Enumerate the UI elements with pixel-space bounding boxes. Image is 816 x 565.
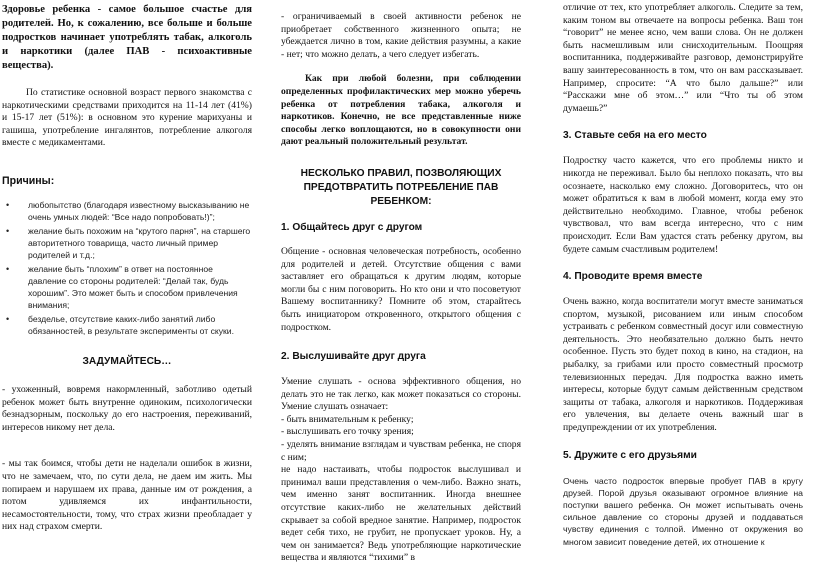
section-3-text: Подростку часто кажется, что его проблемы никто и никогда не переживал. Было бы неплохо показать, что вы осознаете, насколько ему сложно. Договоритесь, что он может обратиться к вам в любой момент, когда ему это действительно необходимо. Главное, чтобы ребенок чувствовал, что вам всегда интересно, что с ним происходит. Если Вам удастся стать ребенку другом, вы будете самым счастливым родителем! (563, 155, 803, 255)
section-2-tail: не надо настаивать, чтобы подросток выслушивал и принимал ваши представления о чем-либо. Важно знать, чем именно занят воспитанник. Иногда внешнее отсутствие каких-либо не желательных действий скрывает за собой вредное занятие. Например, подросток ведет себя тихо, не грубит, не пропускает уроков. Ну, а чем он занимается? Ведь употребляющие наркотические вещества и являются “тихими” в (281, 464, 521, 564)
column-left (2, 0, 252, 534)
section-4-text: Очень важно, когда воспитатели могут вместе заниматься спортом, музыкой, рисованием или иным способом устраивать с ребенком совместный досуг или совместную деятельность. Это необязательно должно быть нечто особенное. Пусть это будет поход в кино, на стадион, на рыбалку, за грибами или просто совместный просмотр телевизионных передач. Для подростка важно иметь интересы, которые будут самым действенным средством защиты от табака, алкоголя и наркотиков. Поддерживая его увлечения, вы делаете очень важный шаг в предупреждении от их употребления. (563, 296, 803, 434)
list-item: • желание быть похожим на “крутого парня”, на старшего авторитетного товарища, часто личный пример родителей и т.д.; (6, 225, 251, 260)
section-2-item: - уделять внимание взглядам и чувствам ребенка, не споря с ним; (281, 439, 521, 463)
intro-paragraph: - ограничиваемый в своей активности ребенок не приобретает собственного жизненного опыта; не убеждается лично в том, какие действия разумны, а какие - нет; что можно делать, а чего следует избегать. (281, 11, 521, 60)
rules-heading: НЕСКОЛЬКО ПРАВИЛ, ПОЗВОЛЯЮЩИХ ПРЕДОТВРАТИТЬ ПОТРЕБЛЕНИЕ ПАВ РЕБЕНКОМ: (300, 167, 502, 207)
column-right (563, 0, 803, 548)
section-2-lead: Умение слушать - основа эффективного общения, но делать это не так легко, как может показаться со стороны. Умение слушать означает: (281, 376, 521, 413)
think-heading: ЗАДУМАЙТЕСЬ… (82, 355, 172, 367)
section-2-item: - быть внимательным к ребенку; (281, 413, 414, 425)
reasons-heading: Причины: (2, 174, 55, 187)
section-2-item: - выслушивать его точку зрения; (281, 426, 414, 438)
section-4-heading: 4. Проводите время вместе (563, 271, 703, 283)
think-paragraph-1: - ухоженный, вовремя накормленный, заботливо одетый ребенок может быть внутренне одиноким, психологически безнадзорным, поскольку до его настроения, переживаний, интересов никому нет дела. (2, 383, 252, 433)
statistics-paragraph: По статистике основной возраст первого знакомства с наркотическими средствами приходится на 11-14 лет (41%) и 15-17 лет (51%): в основном это курение марихуаны и гашиша, употребление ингалянтов, потребление алкоголя вместе с медикаментами. (2, 87, 252, 149)
section-1-heading: 1. Общайтесь друг с другом (281, 221, 423, 233)
prevention-note: Как при любой болезни, при соблюдении определенных профилактических мер можно уберечь ребенка от потребления табака, алкоголя и наркотиков. Конечно, не все представленные ниже способы легко воплощаются, но в совокупности они дают реальный положительный результат. (281, 73, 521, 148)
section-3-heading: 3. Ставьте себя на его место (563, 130, 707, 142)
reasons-list (2, 199, 252, 337)
leaflet-title: Здоровье ребенка - самое большое счастье для родителей. Но, к сожалению, все больше и больше подростков начинает употреблять табак, алкоголь и наркотики (далее ПАВ - психоактивные вещества). (2, 4, 252, 71)
section-2-heading: 2. Выслушивайте друг друга (281, 351, 426, 363)
list-item: • безделье, отсутствие каких-либо занятий либо обязанностей, в результате эксперименты от скуки. (6, 313, 234, 336)
column-middle (281, 0, 521, 565)
section-5-text: Очень часто подросток впервые пробует ПАВ в кругу друзей. Порой друзья оказывают огромное влияние на поступки вашего ребенка. Он может испытывать очень сильное давление со стороны друзей и поддаваться чувству единения с толпой. Именно от окружения во многом зависит поведение детей, их отношение к (563, 475, 803, 547)
list-item: • желание быть “плохим” в ответ на постоянное давление со стороны родителей: “Делай так, будь хорошим”. Это может быть и способом привлечения внимания; (6, 263, 238, 310)
list-item: • любопытство (благодаря известному высказыванию не очень умных людей: “Все надо попробовать!)”; (6, 199, 250, 222)
section-5-heading: 5. Дружите с его друзьями (563, 449, 697, 461)
think-paragraph-2: - мы так боимся, чтобы дети не наделали ошибок в жизни, что не замечаем, что, по сути дела, не даем им жить. Мы попираем и нарушаем их права, данные им от рождения, а потом удивляемся их инфантильности, несамостоятельности, тому, что страх жизни преобладает у них над страхом смерти. (2, 458, 252, 533)
section-1-text: Общение - основная человеческая потребность, особенно для родителей и детей. Отсутствие общения с вами заставляет его обращаться к другим людям, которые могли бы с ним поговорить. Но кто они и что посоветуют Вашему воспитаннику? Помните об этом, старайтесь быть инициатором откровенного, открытого общения с подростком. (281, 245, 521, 333)
continued-paragraph: отличие от тех, кто употребляет алкоголь. Следите за тем, каким тоном вы отвечаете на вопросы ребенка. Ваш тон “говорит” не менее ясно, чем ваши слова. Он не должен быть насмешливым или снисходительным. Поощряя воспитанника, поддерживайте разговор, демонстрируйте вашу заинтересованность в том, что он вам рассказывает. Например, спросите: “А что было дальше?” или “Расскажи мне об этом…” или “Что ты об этом думаешь?” (563, 2, 803, 114)
